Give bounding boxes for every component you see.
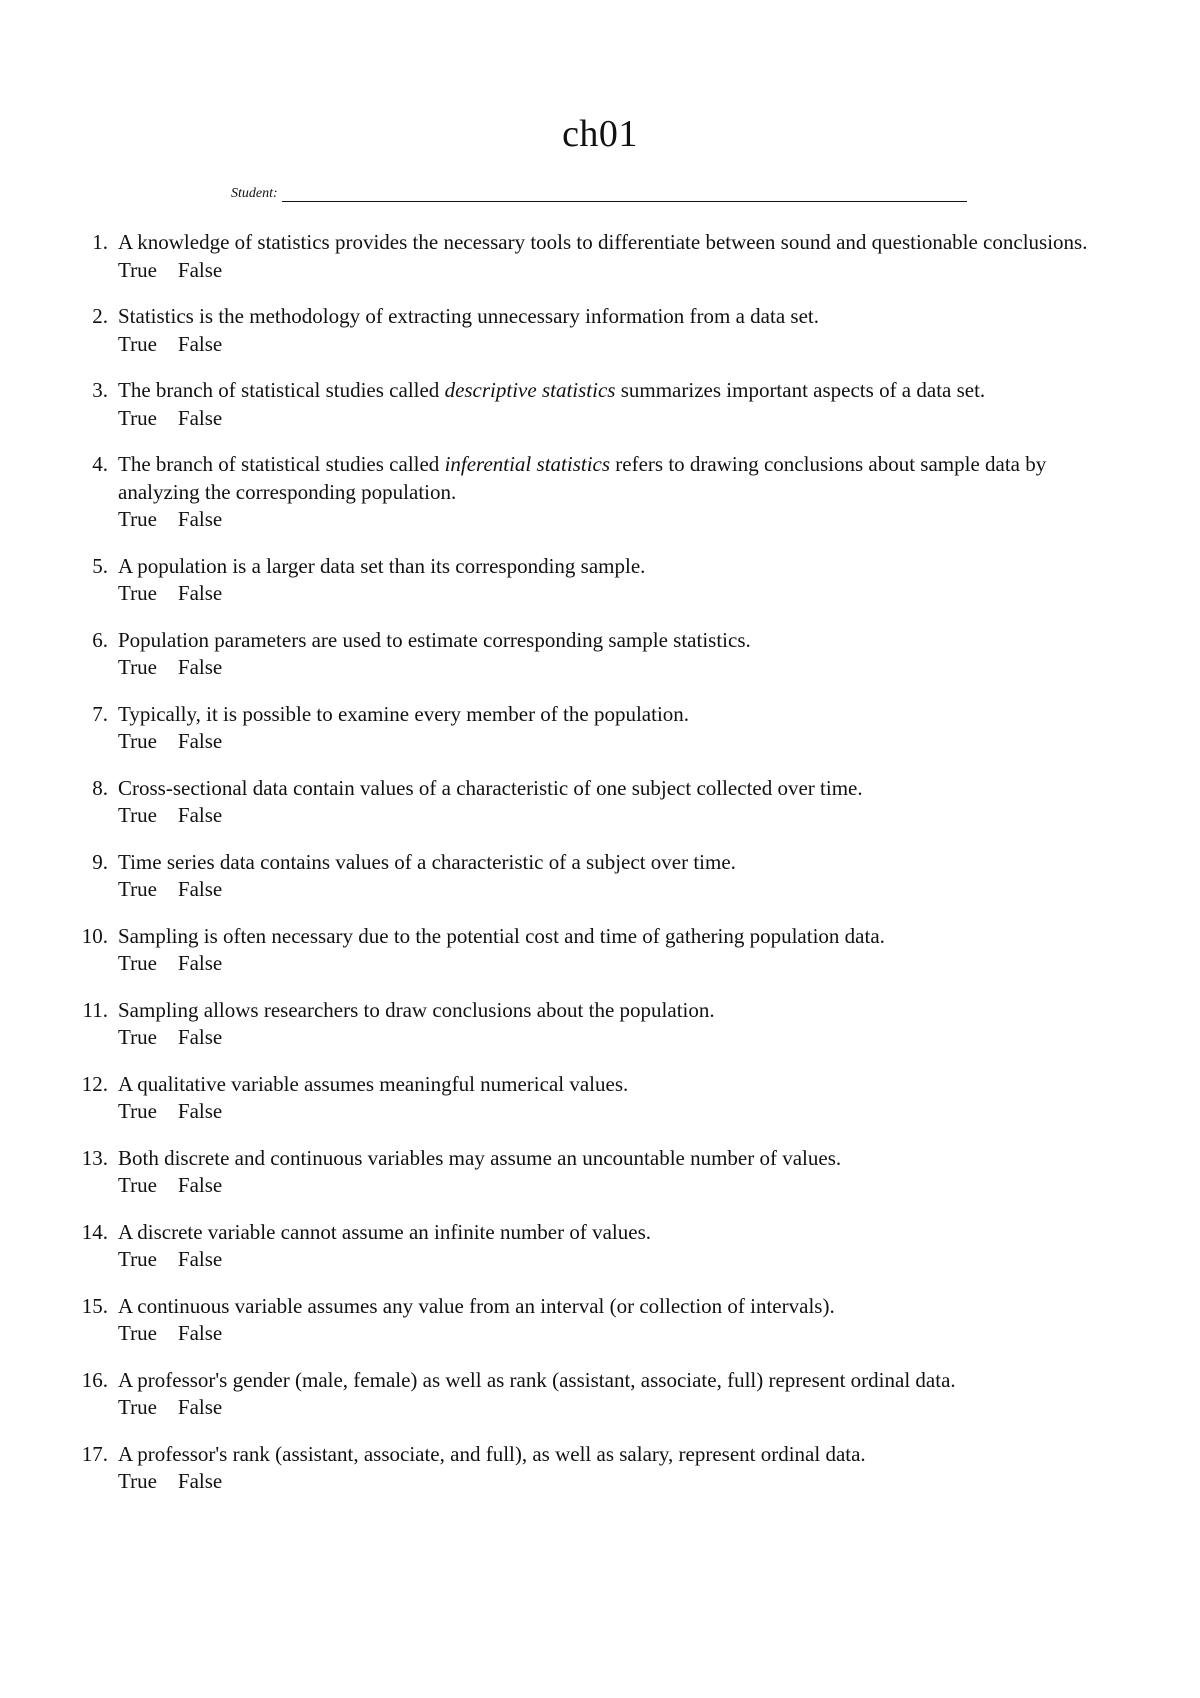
question-item <box>55 923 1115 978</box>
student-name-line[interactable] <box>282 189 967 202</box>
true-option[interactable]: True <box>118 729 157 753</box>
answer-options <box>108 1246 1115 1274</box>
question-text-segment: A professor's gender (male, female) as well as rank (assistant, associate, full) represent ordinal data. <box>118 1367 956 1392</box>
true-option[interactable]: True <box>118 1395 157 1419</box>
true-option[interactable]: True <box>118 1025 157 1049</box>
question-item <box>55 849 1115 904</box>
question-text-segment: Cross-sectional data contain values of a characteristic of one subject collected over time. <box>118 775 863 800</box>
question-text-emphasis: inferential statistics <box>444 452 611 476</box>
question-item <box>55 1293 1115 1348</box>
question-item <box>55 1367 1115 1422</box>
answer-options <box>108 257 1115 285</box>
question-text-segment: refers to drawing conclusions about sample data by analyzing the corresponding population. <box>118 452 1047 504</box>
false-option[interactable]: False <box>177 729 223 753</box>
question-body <box>108 377 1115 432</box>
question-item <box>55 1219 1115 1274</box>
question-text-emphasis: descriptive statistics <box>444 378 616 402</box>
answer-options <box>108 1098 1115 1126</box>
question-number: 8. <box>92 775 108 800</box>
false-option[interactable]: False <box>177 1395 223 1419</box>
question-text-segment: A knowledge of statistics provides the necessary tools to differentiate between sound and questionable conclusions. <box>118 230 1088 254</box>
question-body <box>108 1219 1115 1274</box>
question-text <box>108 303 1115 331</box>
question-body <box>108 229 1115 284</box>
question-text-segment: Time series data contains values of a characteristic of a subject over time. <box>118 849 736 874</box>
question-number: 16. <box>81 1367 108 1392</box>
question-text <box>108 1145 1115 1173</box>
true-option[interactable]: True <box>118 257 157 282</box>
question-text <box>108 701 1115 729</box>
question-body <box>108 849 1115 904</box>
question-body <box>108 553 1115 608</box>
question-body <box>108 1145 1115 1200</box>
question-body <box>108 1071 1115 1126</box>
answer-options <box>108 1172 1115 1200</box>
question-item <box>55 1145 1115 1200</box>
student-field <box>231 186 967 202</box>
question-text <box>108 849 1115 877</box>
false-option[interactable]: False <box>177 581 223 605</box>
question-text <box>108 451 1115 506</box>
question-item <box>55 377 1115 432</box>
question-number: 3. <box>92 378 108 402</box>
question-text-segment: Both discrete and continuous variables may assume an uncountable number of values. <box>118 1145 842 1170</box>
question-number: 14. <box>81 1219 108 1244</box>
question-text-segment: A population is a larger data set than its corresponding sample. <box>118 553 646 578</box>
question-item <box>55 553 1115 608</box>
answer-options <box>108 1394 1115 1422</box>
true-option[interactable]: True <box>118 581 157 605</box>
question-body <box>108 1367 1115 1422</box>
answer-options <box>108 1320 1115 1348</box>
false-option[interactable]: False <box>177 1173 223 1197</box>
answer-options <box>108 331 1115 359</box>
false-option[interactable]: False <box>177 655 223 679</box>
false-option[interactable]: False <box>177 877 223 901</box>
question-body <box>108 627 1115 682</box>
question-text-segment: A professor's rank (assistant, associate, and full), as well as salary, represent ordinal data. <box>118 1441 866 1466</box>
true-option[interactable]: True <box>118 405 157 430</box>
false-option[interactable]: False <box>177 257 223 282</box>
question-body <box>108 1441 1115 1496</box>
question-text-segment: A qualitative variable assumes meaningful numerical values. <box>118 1071 629 1096</box>
question-body <box>108 451 1115 534</box>
question-item <box>55 303 1115 358</box>
question-body <box>108 775 1115 830</box>
question-text-segment: Typically, it is possible to examine every member of the population. <box>118 701 690 726</box>
true-option[interactable]: True <box>118 877 157 901</box>
question-text-segment: Statistics is the methodology of extracting unnecessary information from a data set. <box>118 304 819 328</box>
answer-options <box>108 1468 1115 1496</box>
question-body <box>108 303 1115 358</box>
false-option[interactable]: False <box>177 331 223 356</box>
question-text-segment: Population parameters are used to estimate corresponding sample statistics. <box>118 627 751 652</box>
true-option[interactable]: True <box>118 331 157 356</box>
question-number: 2. <box>92 304 108 328</box>
question-text-segment: The branch of statistical studies called <box>118 452 445 476</box>
false-option[interactable]: False <box>177 1247 223 1271</box>
answer-options <box>108 728 1115 756</box>
question-text <box>108 627 1115 655</box>
question-text <box>108 923 1115 951</box>
question-text-segment: A discrete variable cannot assume an infinite number of values. <box>118 1219 651 1244</box>
page-title: ch01 <box>562 113 638 155</box>
answer-options <box>108 580 1115 608</box>
question-number: 5. <box>92 553 108 578</box>
answer-options <box>108 950 1115 978</box>
false-option[interactable]: False <box>177 803 223 827</box>
true-option[interactable]: True <box>118 1469 157 1493</box>
true-option[interactable]: True <box>118 1099 157 1123</box>
question-text <box>108 377 1115 405</box>
question-item <box>55 775 1115 830</box>
question-item <box>55 997 1115 1052</box>
question-number: 6. <box>92 627 108 652</box>
answer-options <box>108 506 1115 534</box>
question-item <box>55 451 1115 534</box>
question-item <box>55 1071 1115 1126</box>
false-option[interactable]: False <box>177 1099 223 1123</box>
question-text <box>108 1441 1115 1469</box>
question-number: 17. <box>81 1441 108 1466</box>
question-text <box>108 229 1115 257</box>
true-option[interactable]: True <box>118 803 157 827</box>
question-number: 15. <box>81 1293 108 1318</box>
question-number: 10. <box>81 923 108 948</box>
answer-options <box>108 654 1115 682</box>
question-item <box>55 1441 1115 1496</box>
question-item <box>55 229 1115 284</box>
question-number: 13. <box>81 1145 108 1170</box>
answer-options <box>108 1024 1115 1052</box>
question-body <box>108 701 1115 756</box>
question-item <box>55 627 1115 682</box>
false-option[interactable]: False <box>177 1469 223 1493</box>
false-option[interactable]: False <box>177 1321 223 1345</box>
question-number: 12. <box>81 1071 108 1096</box>
question-text-segment: A continuous variable assumes any value from an interval (or collection of intervals). <box>118 1293 835 1318</box>
question-number: 11. <box>82 997 108 1022</box>
question-number: 4. <box>92 452 108 476</box>
false-option[interactable]: False <box>177 1025 223 1049</box>
false-option[interactable]: False <box>177 951 223 975</box>
true-option[interactable]: True <box>118 507 157 531</box>
true-option[interactable]: True <box>118 655 157 679</box>
answer-options <box>108 876 1115 904</box>
question-text-segment: The branch of statistical studies called <box>118 378 445 402</box>
question-item <box>55 701 1115 756</box>
true-option[interactable]: True <box>118 1173 157 1197</box>
true-option[interactable]: True <box>118 951 157 975</box>
question-text-segment: summarizes important aspects of a data set. <box>615 378 986 402</box>
question-text <box>108 1219 1115 1247</box>
question-body <box>108 923 1115 978</box>
question-text <box>108 1071 1115 1099</box>
question-number: 9. <box>92 849 108 874</box>
answer-options <box>108 405 1115 433</box>
question-text <box>108 997 1115 1025</box>
false-option[interactable]: False <box>177 507 223 531</box>
student-label: Student: <box>231 186 278 201</box>
true-option[interactable]: True <box>118 1321 157 1345</box>
question-number: 7. <box>92 701 108 726</box>
question-text <box>108 553 1115 581</box>
question-text-segment: Sampling allows researchers to draw conclusions about the population. <box>118 997 715 1022</box>
question-list <box>55 229 1115 1515</box>
question-text <box>108 1367 1115 1395</box>
answer-options <box>108 802 1115 830</box>
question-text <box>108 1293 1115 1321</box>
question-body <box>108 1293 1115 1348</box>
question-number: 1. <box>92 230 108 254</box>
false-option[interactable]: False <box>177 405 223 430</box>
true-option[interactable]: True <box>118 1247 157 1271</box>
question-body <box>108 997 1115 1052</box>
question-text-segment: Sampling is often necessary due to the potential cost and time of gathering population data. <box>118 923 885 948</box>
question-text <box>108 775 1115 803</box>
